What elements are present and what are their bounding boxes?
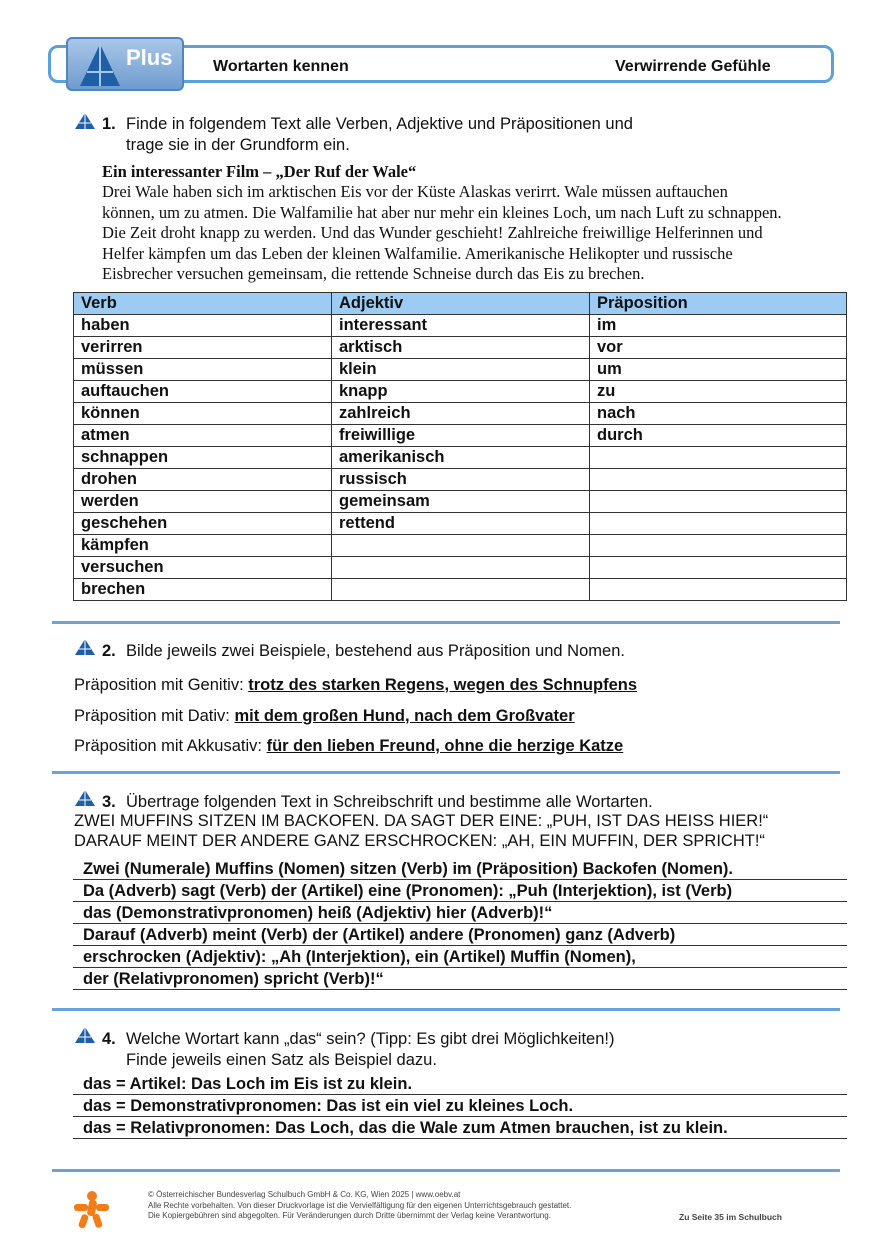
- word-type-table: [73, 292, 847, 601]
- table-cell: vor: [590, 337, 847, 359]
- table-row: [74, 491, 847, 513]
- table-cell: zahlreich: [332, 403, 590, 425]
- table-cell: russisch: [332, 469, 590, 491]
- table-cell: brechen: [74, 579, 332, 601]
- task2-instruction: 2. Bilde jeweils zwei Beispiele, bestehend aus Präposition und Nomen.: [102, 642, 625, 660]
- table-cell: nach: [590, 403, 847, 425]
- genitive-line: Präposition mit Genitiv: trotz des starken Regens, wegen des Schnupfens: [74, 676, 638, 694]
- table-cell: [332, 557, 590, 579]
- table-cell: [590, 535, 847, 557]
- table-cell: durch: [590, 425, 847, 447]
- triangle-logo-icon: [70, 40, 130, 90]
- table-cell: klein: [332, 359, 590, 381]
- table-cell: [590, 579, 847, 601]
- table-cell: atmen: [74, 425, 332, 447]
- level-triangle-icon: [74, 112, 96, 130]
- page-reference: Zu Seite 35 im Schulbuch: [679, 1212, 782, 1222]
- table-cell: können: [74, 403, 332, 425]
- table-cell: [590, 469, 847, 491]
- section-divider: [52, 621, 840, 624]
- table-cell: rettend: [332, 513, 590, 535]
- table-cell: [332, 579, 590, 601]
- task4-instruction: 4. Welche Wortart kann „das“ sein? (Tipp: Es gibt drei Möglichkeiten!) Finde jeweils einen Satz als Beispiel dazu.: [102, 1030, 615, 1069]
- header-praeposition: Präposition: [590, 293, 847, 315]
- table-row: [74, 513, 847, 535]
- table-cell: [590, 557, 847, 579]
- table-row: [74, 447, 847, 469]
- header-adjektiv: Adjektiv: [332, 293, 590, 315]
- table-cell: [332, 535, 590, 557]
- table-cell: [590, 513, 847, 535]
- caps-text: ZWEI MUFFINS SITZEN IM BACKOFEN. DA SAGT DER EINE: „PUH, IST DAS HEISS HIER!“ DARAUF MEINT DER ANDERE GANZ ERSCHROCKEN: „AH, EIN MUFFIN, DER SPRICHT!“: [74, 812, 769, 850]
- table-row: [74, 403, 847, 425]
- table-row: [74, 315, 847, 337]
- table-cell: freiwillige: [332, 425, 590, 447]
- table-cell: haben: [74, 315, 332, 337]
- table-cell: werden: [74, 491, 332, 513]
- answer-line: das = Demonstrativpronomen: Das ist ein viel zu kleines Loch.: [73, 1096, 847, 1117]
- table-cell: gemeinsam: [332, 491, 590, 513]
- plus-logo: [66, 37, 184, 91]
- task1-number: 1.: [102, 115, 116, 133]
- task3-instruction: 3. Übertrage folgenden Text in Schreibschrift und bestimme alle Wortarten.: [102, 793, 653, 811]
- accusative-line: Präposition mit Akkusativ: für den lieben Freund, ohne die herzige Katze: [74, 737, 624, 755]
- table-row: [74, 425, 847, 447]
- table-cell: arktisch: [332, 337, 590, 359]
- table-row: [74, 469, 847, 491]
- dative-line: Präposition mit Dativ: mit dem großen Hund, nach dem Großvater: [74, 707, 575, 725]
- header-verb: Verb: [74, 293, 332, 315]
- table-cell: [590, 447, 847, 469]
- table-row: [74, 337, 847, 359]
- page-title: Wortarten kennen: [213, 58, 349, 75]
- table-cell: zu: [590, 381, 847, 403]
- unit-title: Verwirrende Gefühle: [615, 58, 771, 75]
- table-cell: interessant: [332, 315, 590, 337]
- logo-text: Plus: [126, 45, 173, 70]
- answer-line: das = Artikel: Das Loch im Eis ist zu klein.: [73, 1074, 847, 1095]
- table-cell: drohen: [74, 469, 332, 491]
- answer-line: der (Relativpronomen) spricht (Verb)!“: [73, 969, 847, 990]
- answer-line: das = Relativpronomen: Das Loch, das die Wale zum Atmen brauchen, ist zu klein.: [73, 1118, 847, 1139]
- answer-line: erschrocken (Adjektiv): „Ah (Interjektion), ein (Artikel) Muffin (Nomen),: [73, 947, 847, 968]
- table-cell: versuchen: [74, 557, 332, 579]
- answer-line: Da (Adverb) sagt (Verb) der (Artikel) eine (Pronomen): „Puh (Interjektion), ist (Verb): [73, 881, 847, 902]
- story-text: Drei Wale haben sich im arktischen Eis vor der Küste Alaskas verirrt. Wale müssen auftauchen können, um zu atmen. Die Walfamilie hat aber nur mehr ein kleines Loch, um nach Luft zu schnappen. Die Zeit droht knapp zu werden. Und das Wunder geschieht! Zahlreiche freiwillige Helferinnen und Helfer kämpfen um das Leben der kleinen Walfamilie. Amerikanische Helikopter und russische Eisbrecher versuchen gemeinsam, die rettende Schneise durch das Eis zu brechen.: [102, 182, 782, 283]
- table-cell: müssen: [74, 359, 332, 381]
- table-cell: amerikanisch: [332, 447, 590, 469]
- table-row: [74, 557, 847, 579]
- table-cell: kämpfen: [74, 535, 332, 557]
- section-divider: [52, 1008, 840, 1011]
- table-cell: verirren: [74, 337, 332, 359]
- section-divider: [52, 1169, 840, 1172]
- level-triangle-icon: [74, 638, 96, 656]
- level-triangle-icon: [74, 1026, 96, 1044]
- answer-line: das (Demonstrativpronomen) heiß (Adjektiv) hier (Adverb)!“: [73, 903, 847, 924]
- table-cell: schnappen: [74, 447, 332, 469]
- table-cell: um: [590, 359, 847, 381]
- footer-copyright: © Österreichischer Bundesverlag Schulbuch GmbH & Co. KG, Wien 2025 | www.oebv.at Alle Rechte vorbehalten. Von dieser Druckvorlage ist die Vervielfältigung für den eigenen Unterrichtsgebrauch gestattet. Die Kopiergebühren sind abgegolten. Für Veränderungen durch Dritte übernimmt der Verlag keine Verantwortung.: [148, 1190, 572, 1220]
- table-row: [74, 381, 847, 403]
- answer-line: Zwei (Numerale) Muffins (Nomen) sitzen (Verb) im (Präposition) Backofen (Nomen).: [73, 859, 847, 880]
- task4-number: 4.: [102, 1030, 116, 1048]
- table-cell: auftauchen: [74, 381, 332, 403]
- table-row: [74, 359, 847, 381]
- table-cell: geschehen: [74, 513, 332, 535]
- table-cell: knapp: [332, 381, 590, 403]
- table-cell: im: [590, 315, 847, 337]
- table-header-row: [74, 293, 847, 315]
- section-divider: [52, 771, 840, 774]
- table-cell: [590, 491, 847, 513]
- task3-number: 3.: [102, 793, 116, 811]
- story-title: Ein interessanter Film – „Der Ruf der Wale“: [102, 162, 417, 181]
- table-row: [74, 535, 847, 557]
- oebv-logo-icon: [72, 1190, 110, 1230]
- level-triangle-icon: [74, 789, 96, 807]
- answer-line: Darauf (Adverb) meint (Verb) der (Artikel) andere (Pronomen) ganz (Adverb): [73, 925, 847, 946]
- table-row: [74, 579, 847, 601]
- task2-number: 2.: [102, 642, 116, 660]
- task1-instruction: 1. Finde in folgendem Text alle Verben, Adjektive und Präpositionen und trage sie in der Grundform ein.: [102, 115, 633, 154]
